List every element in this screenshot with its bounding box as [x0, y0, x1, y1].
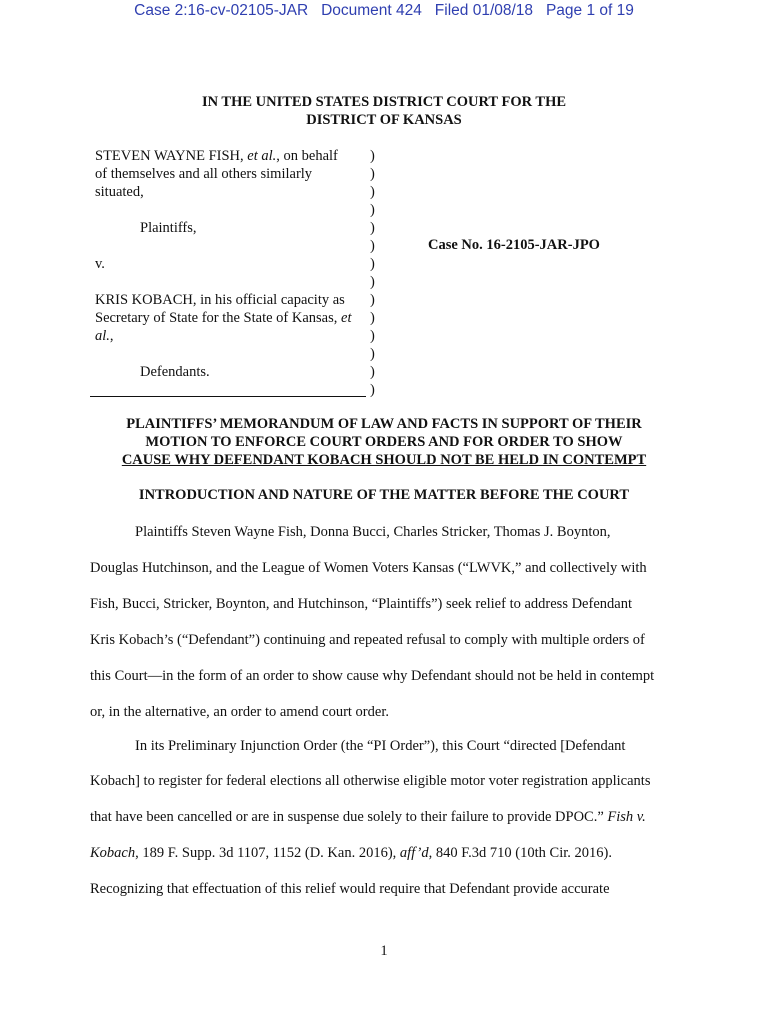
- caption-spacer: [95, 237, 367, 255]
- paragraph-line: Plaintiffs Steven Wayne Fish, Donna Bucci, Charles Stricker, Thomas J. Boynton,: [135, 524, 611, 540]
- section-heading: INTRODUCTION AND NATURE OF THE MATTER BEFORE THE COURT: [138, 487, 630, 503]
- caption-paren: ): [370, 184, 375, 200]
- caption-paren: ): [370, 166, 375, 182]
- plaintiff-line-1: [95, 147, 367, 165]
- citation-text: , 189 F. Supp. 3d 1107, 1152 (D. Kan. 2016),: [135, 845, 400, 861]
- court-title-line2: DISTRICT OF KANSAS: [306, 112, 462, 128]
- memorandum-title: [0, 415, 768, 469]
- paragraph-text: that have been cancelled or are in suspense due solely to their failure to provide DPOC.”: [90, 809, 608, 825]
- caption-paren: ): [370, 220, 375, 236]
- defendant-line-1: KRIS KOBACH, in his official capacity as: [95, 292, 345, 308]
- caption-paren: ): [370, 202, 375, 218]
- citation-text: , 840 F.3d 710 (10th Cir. 2016).: [428, 845, 612, 861]
- caption-paren: ): [370, 148, 375, 164]
- caption-spacer: [95, 345, 367, 363]
- defendant-line-2: [95, 309, 367, 327]
- caption-paren: ): [370, 382, 375, 398]
- memo-title-line1: PLAINTIFFS’ MEMORANDUM OF LAW AND FACTS IN SUPPORT OF THEIR: [126, 416, 642, 432]
- paragraph-line: or, in the alternative, an order to amend court order.: [90, 704, 389, 720]
- caption-paren: ): [370, 256, 375, 272]
- caption-spacer: [95, 273, 367, 291]
- versus-label: v.: [95, 256, 105, 272]
- court-title-line1: IN THE UNITED STATES DISTRICT COURT FOR THE: [201, 94, 567, 110]
- plaintiff-line-2: of themselves and all others similarly: [95, 166, 313, 182]
- plaintiff-line-3: situated,: [95, 184, 144, 200]
- paragraph-line: Kris Kobach’s (“Defendant”) continuing and repeated refusal to comply with multiple orders of: [90, 632, 645, 648]
- affd-label: aff’d: [399, 845, 429, 861]
- memo-title-line3: CAUSE WHY DEFENDANT KOBACH SHOULD NOT BE HELD IN CONTEMPT: [121, 452, 647, 468]
- filing-header-stamp: Case 2:16-cv-02105-JAR Document 424 Filed 01/08/18 Page 1 of 19: [134, 2, 634, 19]
- paragraph-line: Douglas Hutchinson, and the League of Women Voters Kansas (“LWVK,” and collectively with: [90, 560, 647, 576]
- plaintiff-et-al: et al.: [247, 148, 277, 164]
- caption-paren: ): [370, 346, 375, 362]
- caption-underline-rule: [90, 396, 366, 397]
- defendants-label: Defendants.: [140, 364, 210, 380]
- plaintiffs-label: Plaintiffs,: [140, 220, 197, 236]
- paragraph-line: Recognizing that effectuation of this relief would require that Defendant provide accurate: [90, 881, 610, 897]
- defendant-comma: ,: [109, 328, 114, 344]
- caption-paren-column: [370, 147, 380, 399]
- caption-paren: ): [370, 310, 375, 326]
- court-title: [0, 93, 768, 129]
- paragraph-line: Fish, Bucci, Stricker, Boynton, and Hutchinson, “Plaintiffs”) seek relief to address Defendant: [90, 596, 632, 612]
- case-citation-name: Kobach: [90, 845, 136, 861]
- caption-paren: ): [370, 292, 375, 308]
- defendant-line-3: [95, 327, 367, 345]
- memo-title-line2: MOTION TO ENFORCE COURT ORDERS AND FOR ORDER TO SHOW: [145, 434, 623, 450]
- plaintiff-behalf: , on behalf: [276, 148, 338, 164]
- caption-paren: ): [370, 238, 375, 254]
- defendant-secretary: Secretary of State for the State of Kansas,: [95, 310, 342, 326]
- defendant-al: al.: [95, 328, 110, 344]
- paragraph-line: Kobach] to register for federal elections all otherwise eligible motor voter registration applicants: [90, 773, 651, 789]
- defendant-et: et: [341, 310, 352, 326]
- case-number: Case No. 16-2105-JAR-JPO: [428, 237, 600, 253]
- case-caption-parties: [95, 147, 367, 381]
- caption-paren: ): [370, 274, 375, 290]
- plaintiff-name: STEVEN WAYNE FISH,: [95, 148, 248, 164]
- paragraph-line: this Court—in the form of an order to show cause why Defendant should not be held in contempt: [90, 668, 655, 684]
- caption-spacer: [95, 201, 367, 219]
- paragraph-line: [90, 808, 646, 826]
- caption-paren: ): [370, 328, 375, 344]
- case-citation-name: Fish v.: [607, 809, 646, 825]
- paragraph-line: [90, 844, 612, 862]
- paragraph-line: In its Preliminary Injunction Order (the “PI Order”), this Court “directed [Defendant: [135, 738, 626, 754]
- caption-paren: ): [370, 364, 375, 380]
- page-number: 1: [380, 943, 388, 959]
